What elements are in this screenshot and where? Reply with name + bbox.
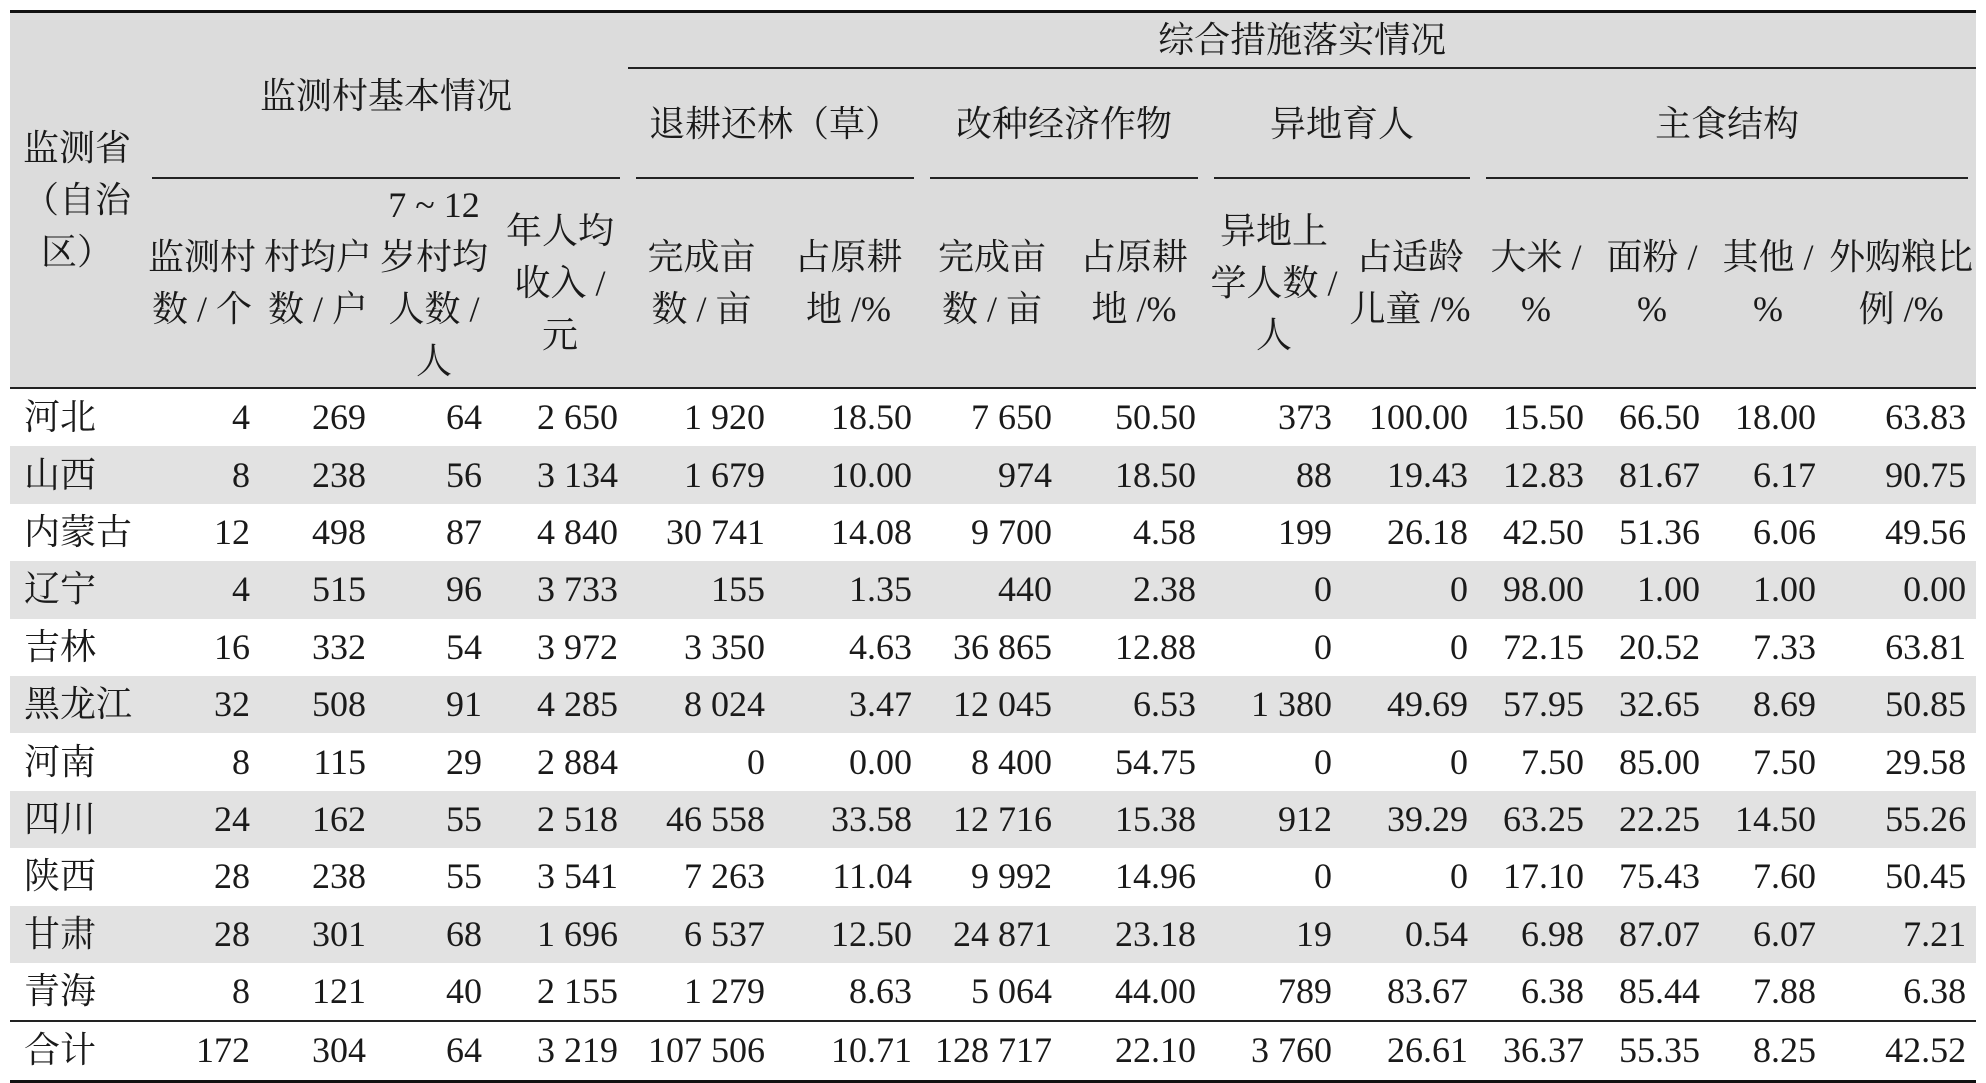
table-header — [10, 12, 1976, 389]
value-cell: 8 — [144, 446, 260, 503]
header-col-income: 年人均收入 / 元 — [492, 179, 628, 388]
value-cell: 7.88 — [1753, 971, 1817, 1012]
value-cell: 64 — [376, 388, 492, 446]
value-cell: 42.52 — [1826, 1021, 1976, 1081]
value-cell: 19 — [1206, 906, 1342, 963]
value-cell: 26.61 — [1342, 1021, 1478, 1081]
value-cell: 9 992 — [971, 856, 1053, 897]
value-cell: 28 — [144, 906, 260, 963]
value-cell: 0 — [1450, 856, 1469, 897]
value-cell: 10.71 — [775, 1021, 922, 1081]
value-cell: 14.08 — [831, 511, 913, 552]
value-cell: 508 — [260, 676, 376, 733]
value-cell: 72.15 — [1503, 626, 1585, 667]
value-cell: 55 — [376, 791, 492, 848]
value-cell: 172 — [144, 1021, 260, 1081]
table-row — [10, 733, 1976, 790]
value-cell: 1 920 — [628, 388, 775, 446]
header-group-basic: 监测村基本情况 — [144, 12, 628, 180]
value-cell: 18.50 — [775, 388, 922, 446]
value-cell: 24 871 — [922, 906, 1062, 963]
value-cell: 7.50 — [1521, 741, 1585, 782]
header-col-villages: 监测村数 / 个 — [144, 179, 260, 388]
province-cell: 山西 — [10, 446, 144, 503]
header-col-crop-acres: 完成亩数 / 亩 — [922, 179, 1062, 388]
header-col-forest-pct: 占原耕地 /% — [775, 179, 922, 388]
value-cell: 3 134 — [492, 446, 628, 503]
value-cell: 39.29 — [1342, 791, 1478, 848]
value-cell: 100.00 — [1342, 388, 1478, 446]
header-col-flour: 面粉 / % — [1594, 179, 1710, 388]
value-cell: 3 760 — [1206, 1021, 1342, 1081]
value-cell: 155 — [628, 561, 775, 618]
value-cell: 115 — [313, 741, 366, 782]
value-cell: 0 — [1342, 561, 1478, 618]
value-cell: 98.00 — [1478, 561, 1594, 618]
value-cell: 26.18 — [1387, 511, 1469, 552]
value-cell: 8.63 — [849, 971, 913, 1012]
province-cell: 四川 — [10, 791, 144, 848]
value-cell: 87.07 — [1594, 906, 1710, 963]
value-cell: 16 — [214, 626, 250, 667]
value-cell: 0 — [1314, 741, 1333, 782]
value-cell: 12 716 — [922, 791, 1062, 848]
value-cell: 30 741 — [666, 511, 766, 552]
value-cell: 6.38 — [1521, 971, 1585, 1012]
header-subgroup-offsite-education: 异地育人 — [1206, 68, 1478, 179]
value-cell: 121 — [312, 971, 366, 1012]
value-cell: 199 — [1278, 511, 1333, 552]
value-cell: 40 — [446, 971, 482, 1012]
province-cell: 辽宁 — [10, 561, 144, 618]
value-cell: 789 — [1278, 971, 1333, 1012]
value-cell: 12.50 — [775, 906, 922, 963]
value-cell: 0.00 — [849, 741, 913, 782]
value-cell: 85.00 — [1619, 741, 1701, 782]
value-cell: 1 696 — [492, 906, 628, 963]
value-cell: 29.58 — [1885, 741, 1967, 782]
value-cell: 304 — [260, 1021, 376, 1081]
value-cell: 3 733 — [492, 561, 628, 618]
value-cell: 2.38 — [1062, 561, 1206, 618]
value-cell: 14.96 — [1115, 856, 1197, 897]
value-cell: 515 — [260, 561, 376, 618]
value-cell: 66.50 — [1594, 388, 1710, 446]
value-cell: 83.67 — [1387, 971, 1469, 1012]
value-cell: 50.45 — [1885, 856, 1967, 897]
province-cell: 河北 — [10, 388, 144, 446]
value-cell: 88 — [1206, 446, 1342, 503]
value-cell: 269 — [260, 388, 376, 446]
value-cell: 55.35 — [1594, 1021, 1710, 1081]
value-cell: 1.00 — [1594, 561, 1710, 618]
value-cell: 55 — [446, 856, 482, 897]
header-col-forest-acres: 完成亩数 / 亩 — [628, 179, 775, 388]
value-cell: 54 — [446, 626, 482, 667]
header-group-measures: 综合措施落实情况 — [628, 12, 1976, 69]
value-cell: 57.95 — [1478, 676, 1594, 733]
value-cell: 0 — [1314, 626, 1333, 667]
value-cell: 2 155 — [537, 971, 619, 1012]
value-cell: 3 541 — [537, 856, 619, 897]
value-cell: 11.04 — [832, 856, 913, 897]
value-cell: 56 — [376, 446, 492, 503]
value-cell: 498 — [312, 511, 366, 552]
value-cell: 87 — [446, 511, 482, 552]
header-col-rice: 大米 / % — [1478, 179, 1594, 388]
header-col-other: 其他 / % — [1710, 179, 1826, 388]
value-cell: 20.52 — [1619, 626, 1701, 667]
value-cell: 1.00 — [1710, 561, 1826, 618]
value-cell: 49.69 — [1342, 676, 1478, 733]
value-cell: 974 — [922, 446, 1062, 503]
value-cell: 4 — [144, 561, 260, 618]
province-cell: 河南 — [24, 741, 97, 782]
value-cell: 28 — [214, 856, 250, 897]
table-total-row — [10, 1021, 1976, 1081]
value-cell: 7.60 — [1753, 856, 1817, 897]
value-cell: 8 — [232, 741, 250, 782]
value-cell: 42.50 — [1503, 511, 1585, 552]
header-col-households: 村均户数 / 户 — [260, 179, 376, 388]
table-row — [10, 906, 1976, 963]
value-cell: 373 — [1206, 388, 1342, 446]
value-cell: 1 380 — [1206, 676, 1342, 733]
table-row — [10, 619, 1976, 676]
value-cell: 10.00 — [775, 446, 922, 503]
value-cell: 162 — [260, 791, 376, 848]
value-cell: 36 865 — [953, 626, 1053, 667]
value-cell: 1.35 — [775, 561, 922, 618]
table-row — [10, 791, 1976, 848]
value-cell: 85.44 — [1619, 971, 1701, 1012]
value-cell: 22.10 — [1062, 1021, 1206, 1081]
value-cell: 0.54 — [1342, 906, 1478, 963]
value-cell: 96 — [376, 561, 492, 618]
value-cell: 7.50 — [1753, 741, 1817, 782]
value-cell: 332 — [312, 626, 366, 667]
value-cell: 17.10 — [1503, 856, 1585, 897]
value-cell: 1 679 — [628, 446, 775, 503]
value-cell: 54.75 — [1115, 741, 1197, 782]
value-cell: 0 — [1314, 856, 1333, 897]
value-cell: 51.36 — [1619, 511, 1701, 552]
value-cell: 6 537 — [628, 906, 775, 963]
value-cell: 3 972 — [537, 626, 619, 667]
value-cell: 0 — [747, 741, 766, 782]
province-cell: 黑龙江 — [10, 676, 144, 733]
value-cell: 3.47 — [775, 676, 922, 733]
value-cell: 23.18 — [1062, 906, 1206, 963]
value-cell: 55.26 — [1826, 791, 1976, 848]
value-cell: 18.50 — [1062, 446, 1206, 503]
province-cell: 青海 — [24, 971, 97, 1012]
table-row — [10, 676, 1976, 733]
value-cell: 63.81 — [1885, 626, 1967, 667]
value-cell: 1 279 — [684, 971, 766, 1012]
table-row — [10, 963, 1976, 1021]
table-row — [10, 561, 1976, 618]
value-cell: 44.00 — [1115, 971, 1197, 1012]
value-cell: 90.75 — [1826, 446, 1976, 503]
value-cell: 24 — [144, 791, 260, 848]
value-cell: 15.50 — [1478, 388, 1594, 446]
header-province: 监测省（自治区） — [10, 12, 144, 389]
value-cell: 19.43 — [1342, 446, 1478, 503]
value-cell: 22.25 — [1594, 791, 1710, 848]
table-row — [10, 848, 1976, 905]
value-cell: 238 — [260, 446, 376, 503]
value-cell: 2 650 — [492, 388, 628, 446]
value-cell: 12.88 — [1115, 626, 1197, 667]
value-cell: 12.83 — [1478, 446, 1594, 503]
value-cell: 301 — [260, 906, 376, 963]
value-cell: 6.38 — [1903, 971, 1967, 1012]
value-cell: 0 — [1206, 561, 1342, 618]
value-cell: 8.25 — [1710, 1021, 1826, 1081]
value-cell: 7.21 — [1826, 906, 1976, 963]
value-cell: 2 518 — [492, 791, 628, 848]
value-cell: 4 — [144, 388, 260, 446]
value-cell: 6.53 — [1062, 676, 1206, 733]
value-cell: 63.83 — [1826, 388, 1976, 446]
value-cell: 3 219 — [492, 1021, 628, 1081]
value-cell: 6.17 — [1710, 446, 1826, 503]
header-subgroup-staple-food: 主食结构 — [1478, 68, 1976, 179]
value-cell: 18.00 — [1710, 388, 1826, 446]
value-cell: 4.58 — [1133, 511, 1197, 552]
value-cell: 9 700 — [971, 511, 1053, 552]
value-cell: 32.65 — [1594, 676, 1710, 733]
value-cell: 91 — [376, 676, 492, 733]
value-cell: 8 400 — [971, 741, 1053, 782]
value-cell: 49.56 — [1885, 511, 1967, 552]
value-cell: 64 — [376, 1021, 492, 1081]
value-cell: 128 717 — [922, 1021, 1062, 1081]
value-cell: 4.63 — [849, 626, 913, 667]
table-row — [10, 446, 1976, 503]
value-cell: 912 — [1206, 791, 1342, 848]
header-col-offsite-students: 异地上学人数 / 人 — [1206, 179, 1342, 388]
value-cell: 2 884 — [537, 741, 619, 782]
header-subgroup-grain-to-green: 退耕还林（草） — [628, 68, 922, 179]
province-cell: 吉林 — [24, 626, 97, 667]
province-cell: 陕西 — [24, 856, 97, 897]
value-cell: 4 285 — [492, 676, 628, 733]
value-cell: 440 — [922, 561, 1062, 618]
value-cell: 3 350 — [684, 626, 766, 667]
value-cell: 7 650 — [922, 388, 1062, 446]
header-col-children: 7 ~ 12 岁村均人数 / 人 — [376, 179, 492, 388]
value-cell: 8 024 — [628, 676, 775, 733]
value-cell: 12 045 — [922, 676, 1062, 733]
table-container — [10, 10, 1976, 1083]
value-cell: 50.50 — [1062, 388, 1206, 446]
value-cell: 5 064 — [971, 971, 1053, 1012]
value-cell: 0 — [1450, 626, 1469, 667]
value-cell: 0 — [1450, 741, 1469, 782]
value-cell: 0.00 — [1826, 561, 1976, 618]
value-cell: 107 506 — [628, 1021, 775, 1081]
value-cell: 33.58 — [775, 791, 922, 848]
value-cell: 238 — [312, 856, 366, 897]
value-cell: 6.07 — [1710, 906, 1826, 963]
value-cell: 32 — [144, 676, 260, 733]
value-cell: 50.85 — [1826, 676, 1976, 733]
header-col-crop-pct: 占原耕地 /% — [1062, 179, 1206, 388]
province-cell: 内蒙古 — [24, 511, 133, 552]
value-cell: 14.50 — [1710, 791, 1826, 848]
value-cell: 15.38 — [1062, 791, 1206, 848]
header-subgroup-cash-crops: 改种经济作物 — [922, 68, 1206, 179]
value-cell: 6.98 — [1478, 906, 1594, 963]
value-cell: 8 — [232, 971, 250, 1012]
header-col-purchased: 外购粮比例 /% — [1826, 179, 1976, 388]
value-cell: 29 — [446, 741, 482, 782]
table-body — [10, 388, 1976, 1081]
value-cell: 7 263 — [684, 856, 766, 897]
value-cell: 75.43 — [1619, 856, 1701, 897]
table-row — [10, 504, 1976, 561]
table-row — [10, 388, 1976, 446]
province-cell: 合计 — [10, 1021, 144, 1081]
value-cell: 4 840 — [537, 511, 619, 552]
value-cell: 68 — [376, 906, 492, 963]
province-cell: 甘肃 — [10, 906, 144, 963]
data-table — [10, 10, 1976, 1083]
value-cell: 36.37 — [1478, 1021, 1594, 1081]
value-cell: 12 — [214, 511, 250, 552]
value-cell: 63.25 — [1478, 791, 1594, 848]
header-col-offsite-pct: 占适龄儿童 /% — [1342, 179, 1478, 388]
value-cell: 8.69 — [1710, 676, 1826, 733]
value-cell: 6.06 — [1753, 511, 1817, 552]
value-cell: 46 558 — [628, 791, 775, 848]
value-cell: 81.67 — [1594, 446, 1710, 503]
value-cell: 7.33 — [1753, 626, 1817, 667]
